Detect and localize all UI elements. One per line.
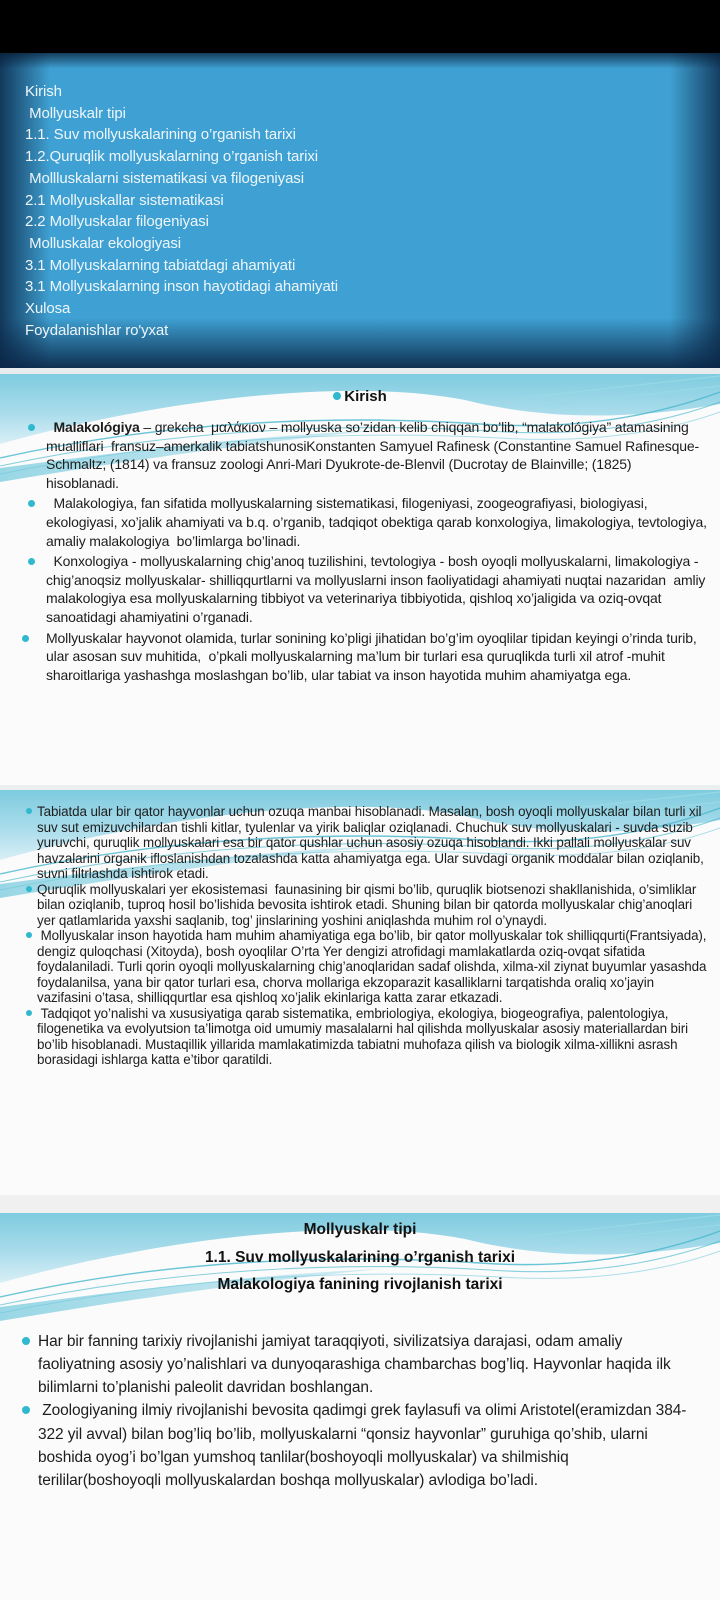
bullet-text: Zoologiyaning ilmiy rivojlanishi bevosita qadimgi grek faylasufi va olimi Aristotel(eramizdan 384-322 yil avval) bilan bog’liq bo’lib, mollyuskalarni “qonsiz hayvonlar” guruhiga qo’shib, ularni boshida oyog’i bo’lgan yumshoq tanlilar(boshoyoqli mollyuskalar) va shilmishiq terililar(boshoyoqli mollyuskalardan boshqa mollyuskalar) avlodiga bo’ladi.	[38, 1402, 687, 1490]
bullet-text: Malakologiya, fan sifatida mollyuskalarning sistematikasi, filogeniyasi, zoogeografiyasi, biologiyasi, ekologiyasi, xo’jalik ahamiyati va b.q. o’rganib, tadqiqot obektiga qarab konxologiya, limakologiya, tevtologiya, amaliy malakologiya bo’limlarga bo’linadi.	[46, 495, 711, 549]
toc-line: 2.2 Mollyuskalar filogeniyasi	[25, 213, 209, 231]
slide-title-text: Kirish	[344, 388, 387, 405]
bullet-list	[0, 1299, 720, 1493]
bullet-text: Quruqlik mollyuskalari yer ekosistemasi faunasining bir qismi bo’lib, quruqlik biotsenozi shakllanishida, o’simliklar bilan oziqlanib, tuproq hosil bo’lishida bevosita ishtirok etadi. Shuning bilan bir qatorda mollyuskalar chig’anoqlari yer qatlamlarida yaxshi saqlanib, tog’ jinslarining yoshini aniqlashda muhim rol o’ynaydi.	[37, 881, 700, 928]
bullet-icon	[333, 392, 341, 400]
toc-line: Xulosa	[25, 300, 71, 318]
list-item	[46, 418, 708, 492]
slide-title-line: Malakologiya fanining rivojlanish tarixi	[217, 1276, 503, 1293]
toc-line: Mollluskalarni sistematikasi va filogeniyasi	[25, 169, 304, 187]
toc-line: 2.1 Mollyuskallar sistematikasi	[25, 191, 224, 209]
bullet-lead-bold: Malakológiya	[46, 419, 140, 435]
bullet-icon	[28, 558, 35, 565]
toc-line: 1.1. Suv mollyuskalarining o’rganish tarixi	[25, 126, 296, 144]
slide-title-line: Mollyuskalr tipi	[303, 1221, 417, 1238]
bullet-icon	[22, 635, 29, 642]
list-item	[46, 494, 711, 550]
bullet-icon	[22, 1337, 30, 1345]
toc-line: Foydalanishlar ro'yxat	[25, 321, 169, 339]
bullet-text: Mollyuskalar inson hayotida ham muhim ahamiyatiga ega bo’lib, bir qator mollyuskalar tok shilliqqurti(Frantsiyada), dengiz quloqchasi (Xitoyda), bosh oyoqlilar O’rta Yer dengizi atrofidagi mamlakatlarda oziq-ovqat sifatida foydalaniladi. Turli qorin oyoqli mollyuskalarning chig’anoqlaridan sadaf olishda, xilma-xil ziynat buyumlar yasashda foydalanilsa, yana bir qator turlari esa, chorva mollariga ekzoparazit kasalliklarni tarqatishda oraliq xo’jayin vazifasini o’tasa, shilliqqurtlar esa qishloq xo’jalik ekinlariga katta zarar etkazadi.	[37, 928, 711, 1005]
list-item	[46, 552, 708, 626]
bullet-icon	[22, 1406, 30, 1414]
toc-line: 1.2.Quruqlik mollyuskalarning o’rganish tarixi	[25, 148, 319, 166]
slide-title-line: 1.1. Suv mollyuskalarining o’rganish tarixi	[204, 1248, 516, 1266]
list-item	[46, 629, 708, 685]
bullet-text: Tadqiqot yo’nalishi va xususiyatiga qarab sistematika, embriologiya, ekologiya, biogeografiya, palentologiya, filogenetika va evolyutsion ta’limotga oid umumiy masalalarni hal qilishda mollyuskalar asosiy materiallardan biri bo’lib hisoblanadi. Mustaqillik yillarida mamlakatimizda tabiatni muhofaza qilish va biologik xilma-xillikni asrash borasidagi ishlarga katta e’tibor qaratildi.	[37, 1005, 692, 1067]
toc-line: Molluskalar ekologiyasi	[25, 234, 182, 252]
list-item	[37, 928, 710, 1006]
page-mollyuskalr-tipi	[0, 1213, 720, 1600]
bullet-text: – grekcha μαλάκιον – mollyuska so’zidan kelib chiqqan bo’lib, “malakológiya” atamasining mualliflari fransuz–amerkalik tabiatshunosiKonstanten Samyuel Rafinesk (Constantine Samuel Rafinesque-Schmaltz; (1814) va fransuz zoologi Anri-Mari Dyukrote-de-Blenvil (Ducrotay de Blainville; (1825) hisoblanadi.	[46, 419, 700, 491]
list-item	[38, 1330, 690, 1400]
toc-line: 3.1 Mollyuskalarning inson hayotidagi ahamiyati	[25, 278, 338, 296]
bullet-icon	[26, 886, 32, 892]
toc-list	[0, 53, 720, 341]
bullet-icon	[28, 424, 35, 431]
bullet-list	[0, 790, 720, 1068]
slide-title-block	[0, 1216, 720, 1299]
list-item	[37, 882, 710, 929]
page-toc	[0, 53, 720, 368]
toc-line: 3.1 Mollyuskalarning tabiatdagi ahamiyati	[25, 256, 296, 274]
bullet-list	[0, 405, 720, 684]
page-kirish	[0, 374, 720, 785]
bullet-text: Har bir fanning tarixiy rivojlanishi jamiyat taraqqiyoti, sivilizatsiya darajasi, odam amaliy faoliyatning asosiy yo’nalishlari va dunyoqarashiga chambarchas bog’liq. Hayvonlar haqida ilk bilimlarni to’planishi paleolit davridan boshlangan.	[38, 1332, 675, 1397]
bullet-icon	[26, 808, 32, 814]
bullet-text: Konxologiya - mollyuskalarning chig’anoq tuzilishini, tevtologiya - bosh oyoqli mollyuskalarni, limakologiya -chig’anoqsiz mollyuskalar- shilliqqurtlarni va mollyuslarni inson faoliyatidagi ahamiyati nuqtai nazaridan amliy malakologiya esa mollyuskalarning tibbiyot va veterinariya tibbiyotida, qishloq xo’jaligida va oziq-ovqat sanoatidagi ahamiyatini o’rganadi.	[46, 553, 710, 625]
bullet-icon	[28, 500, 35, 507]
list-item	[38, 1399, 690, 1492]
page-tabiatda	[0, 790, 720, 1195]
bullet-icon	[26, 1010, 32, 1016]
bullet-text: Tabiatda ular bir qator hayvonlar uchun ozuqa manbai hisoblanadi. Masalan, bosh oyoqli mollyuskalar bilan turli xil suv sut emizuvchilardan tishli kitlar, tyulenlar va yirik baliqlar oziqlanadi. Chuchuk suv mollyuskalari - suvda suzib yuruvchi, quruqlik mollyuskalari esa bir qator qushlar uchun asosiy ozuqa hisoblandi. Ikki pallali mollyuskalar suv havzalarini organik ifloslanishdan tozalashda katta ahamiyatga ega. Ular suvdagi organik moddalar bilan oziqlanib, suvni filtrlashda ishtirok etadi.	[37, 804, 708, 881]
slide-title	[0, 388, 720, 405]
page-gap	[0, 1195, 720, 1213]
bullet-text: Mollyuskalar hayvonot olamida, turlar sonining ko’pligi jihatidan bo’g’im oyoqlilar tipidan keyingi o’rinda turib, ular asosan suv muhitida, o’pkali mollyuskalarning ma’lum bir turlari esa quruqlikda turli xil atrof -muhit sharoitlariga yashashga moslashgan bo’lib, ular tabiat va inson hayotida muhim ahamiyatga ega.	[46, 629, 701, 683]
toc-line: Mollyuskalr tipi	[25, 104, 126, 122]
list-item	[37, 1006, 710, 1068]
bullet-icon	[26, 932, 32, 938]
list-item	[37, 804, 710, 882]
toc-line: Kirish	[25, 83, 62, 100]
status-bar	[0, 0, 720, 53]
